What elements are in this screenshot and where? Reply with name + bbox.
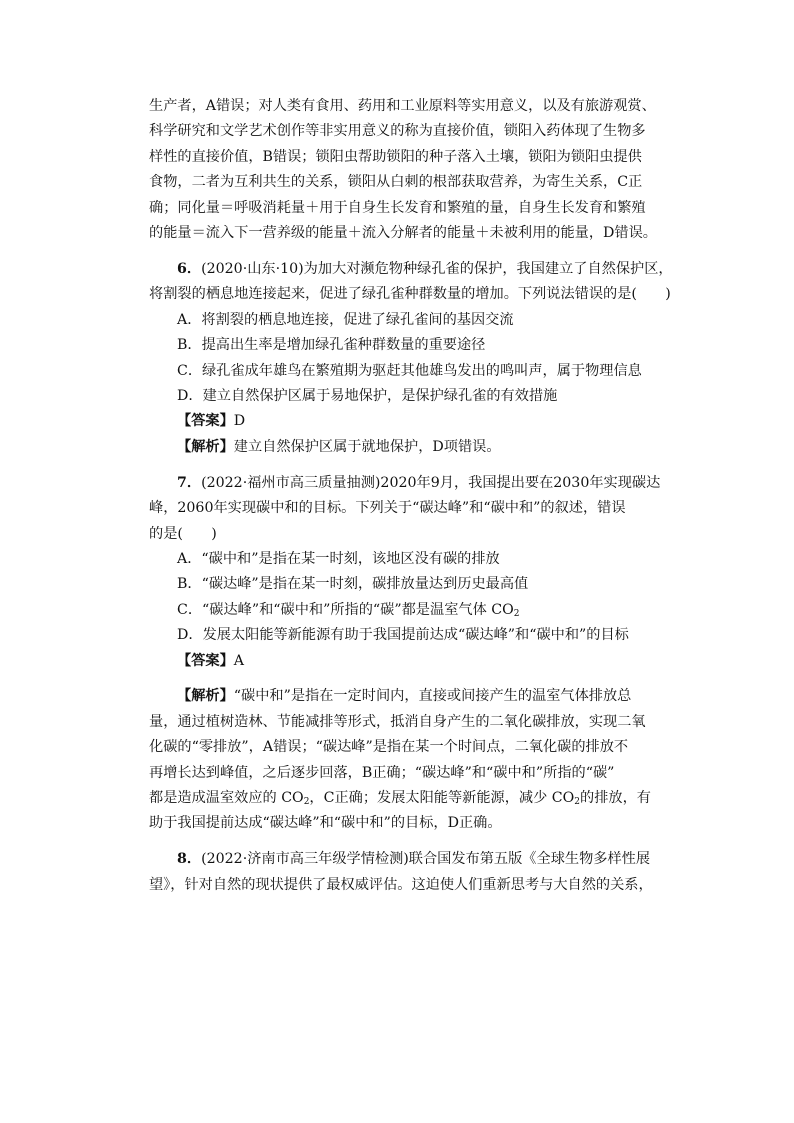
answer-line bbox=[149, 409, 679, 434]
analysis-tag: 【解析】 bbox=[177, 688, 234, 705]
analysis-text: 都是造成温室效应的 CO bbox=[149, 790, 304, 807]
question-8-stem bbox=[149, 847, 679, 872]
answer-value: A bbox=[233, 652, 245, 669]
question-7-line3: 的是( ) bbox=[149, 525, 217, 542]
analysis-text: “碳中和”是指在一定时间内，直接或间接产生的温室气体排放总 bbox=[233, 688, 632, 705]
analysis-tag: 【解析】 bbox=[177, 438, 234, 455]
option-d: D．发展太阳能等新能源有助于我国提前达成“碳达峰”和“碳中和”的目标 bbox=[177, 627, 629, 644]
question-6-line2: 将割裂的栖息地连接起来，促进了绿孔雀种群数量的增加。下列说法错误的是( ) bbox=[149, 286, 671, 303]
option-c bbox=[149, 598, 679, 623]
option-a: A．“碳中和”是指在某一时刻，该地区没有碳的排放 bbox=[177, 550, 500, 567]
intro-line: 食物，二者为互利共生的关系，锁阳从白刺的根部获取营养，为寄生关系，C正 bbox=[149, 174, 643, 191]
analysis-text: 的排放，有 bbox=[580, 790, 651, 807]
document-content bbox=[149, 94, 679, 898]
answer-line bbox=[149, 649, 679, 674]
answer-value: D bbox=[233, 413, 246, 430]
option-b: B．“碳达峰”是指在某一时刻，碳排放量达到历史最高值 bbox=[177, 576, 529, 593]
analysis-line bbox=[149, 435, 679, 460]
option-d: D．建立自然保护区属于易地保护，是保护绿孔雀的有效措施 bbox=[177, 387, 558, 404]
question-6 bbox=[149, 257, 679, 460]
subscript: 2 bbox=[513, 608, 520, 619]
option-b: B．提高出生率是增加绿孔雀种群数量的重要途径 bbox=[177, 337, 486, 354]
question-8-line2: 望》，针对自然的现状提供了最权威评估。这迫使人们重新思考与大自然的关系， bbox=[149, 876, 653, 893]
analysis-line bbox=[149, 684, 679, 709]
analysis-line: 再增长达到峰值，之后逐步回落，B正确；“碳达峰”和“碳中和”所指的“碳” bbox=[149, 764, 615, 781]
question-number: 7． bbox=[177, 474, 202, 491]
subscript: 2 bbox=[574, 797, 581, 808]
question-7-line1: (2022·福州市高三质量抽测)2020年9月，我国提出要在2030年实现碳达 bbox=[201, 474, 661, 491]
question-6-stem bbox=[149, 257, 679, 282]
intro-line: 的能量＝流入下一营养级的能量＋流入分解者的能量＋未被利用的能量，D错误。 bbox=[149, 225, 657, 242]
question-7 bbox=[149, 471, 679, 837]
analysis-line: 助于我国提前达成“碳达峰”和“碳中和”的目标，D正确。 bbox=[149, 815, 502, 832]
question-6-line1: (2020·山东·10)为加大对濒危物种绿孔雀的保护，我国建立了自然保护区， bbox=[201, 260, 673, 277]
answer-tag: 【答案】 bbox=[177, 652, 234, 669]
analysis-line: 化碳的“零排放”，A错误；“碳达峰”是指在某一个时间点，二氧化碳的排放不 bbox=[149, 739, 629, 756]
option-c: C．绿孔雀成年雄鸟在繁殖期为驱赶其他雄鸟发出的鸣叫声，属于物理信息 bbox=[177, 362, 642, 379]
question-8-line1: (2022·济南市高三年级学情检测)联合国发布第五版《全球生物多样性展 bbox=[201, 851, 651, 868]
analysis-text: ，C正确；发展太阳能等新能源，减少 CO bbox=[309, 790, 575, 807]
intro-line: 生产者，A错误；对人类有食用、药用和工业原料等实用意义，以及有旅游观赏、 bbox=[149, 98, 656, 114]
analysis-line: 量，通过植树造林、节能减排等形式，抵消自身产生的二氧化碳排放，实现二氧 bbox=[149, 713, 646, 730]
analysis-line bbox=[149, 786, 679, 811]
question-7-line2: 峰，2060年实现碳中和的目标。下列关于“碳达峰”和“碳中和”的叙述，错误 bbox=[149, 500, 626, 517]
intro-line: 样性的直接价值，B错误；锁阳虫帮助锁阳的种子落入土壤，锁阳为锁阳虫提供 bbox=[149, 148, 642, 165]
intro-line: 科学研究和文学艺术创作等非实用意义的称为直接价值，锁阳入药体现了生物多 bbox=[149, 123, 646, 140]
intro-line: 确；同化量＝呼吸消耗量＋用于自身生长发育和繁殖的量，自身生长发育和繁殖 bbox=[149, 199, 646, 216]
question-7-stem bbox=[149, 471, 679, 496]
analysis-text: 建立自然保护区属于就地保护，D项错误。 bbox=[233, 438, 501, 455]
answer-tag: 【答案】 bbox=[177, 413, 234, 430]
question-number: 8． bbox=[177, 851, 202, 868]
subscript: 2 bbox=[303, 797, 310, 808]
option-c-text: C．“碳达峰”和“碳中和”所指的“碳”都是温室气体 CO bbox=[177, 601, 514, 618]
option-a: A．将割裂的栖息地连接，促进了绿孔雀间的基因交流 bbox=[177, 311, 514, 328]
question-number: 6． bbox=[177, 260, 202, 277]
question-8 bbox=[149, 847, 679, 898]
